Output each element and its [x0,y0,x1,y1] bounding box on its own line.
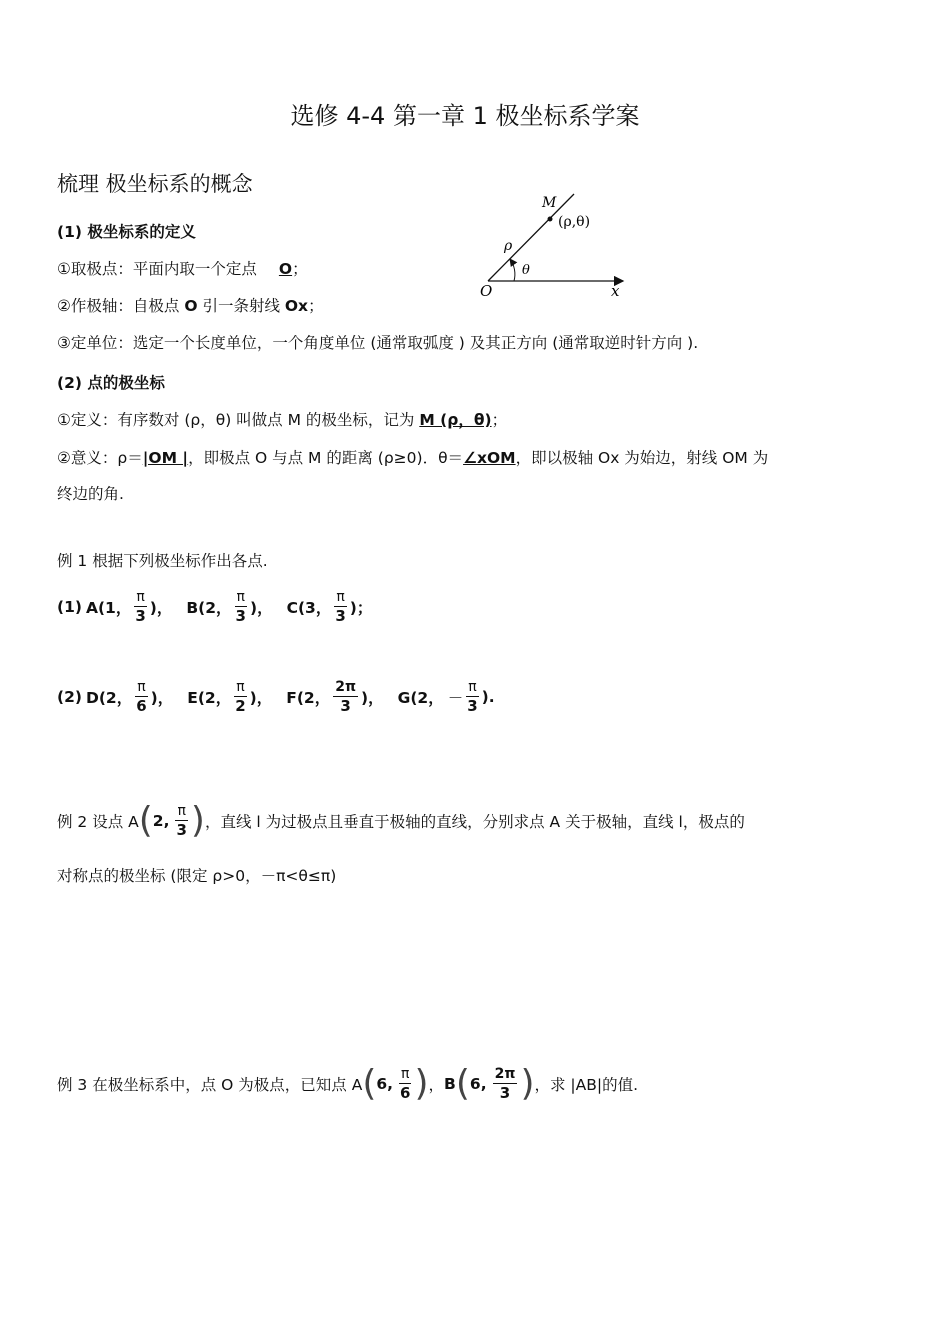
numerator: π [136,589,145,605]
point-g-label: G(2， [397,689,444,707]
minus-sign: － [447,689,464,707]
rho-answer: |OM | [142,449,189,467]
example-3-text: 例 3 在极坐标系中，点 O 为极点，已知点 A [57,1076,363,1094]
point-a-close: )， [149,599,173,617]
coord-value: 6, [469,1075,487,1093]
numerator: π [401,1066,410,1082]
right-paren: ) [190,800,205,841]
denominator: 3 [467,697,478,715]
denominator: 3 [340,697,351,715]
point-d-label: D(2， [85,689,133,707]
left-paren: ( [138,800,153,841]
point-e-close: )， [249,689,273,707]
numerator: π [236,589,245,605]
numerator: 2π [494,1066,516,1082]
example-2-text: 例 2 设点 A [57,813,139,831]
theta-answer: ∠xOM [463,449,516,467]
part-label-1: (1) [57,598,82,616]
fraction [399,1067,411,1101]
label-o: O [480,282,493,298]
denominator: 6 [400,1084,411,1102]
right-paren: ) [520,1063,535,1104]
point-line-1 [57,408,507,430]
right-paren: ) [414,1063,429,1104]
point-b-label: B(2， [186,599,232,617]
fraction [175,804,187,838]
example-1-part-1 [57,590,386,624]
point-notation: M (ρ，θ) [419,411,492,429]
point-line-2-text: ②意义：ρ＝ [57,449,143,467]
def-line-1 [57,257,308,279]
label-x: x [611,282,620,298]
fraction [135,680,147,714]
point-m [548,217,553,222]
denominator: 3 [499,1084,511,1102]
def-line-2-mid: 引一条射线 [197,297,285,315]
point-line-3: 终边的角. [57,485,124,503]
fraction [134,590,146,624]
example-2-text-b: ，直线 l 为过极点且垂直于极轴的直线，分别求点 A 关于极轴，直线 l，极点的 [204,813,745,831]
label-m: M [542,195,557,211]
denominator: 6 [136,697,147,715]
def-line-2-ox: Ox [284,297,309,315]
example-3-end: ，求 |AB|的值. [534,1076,639,1094]
section-heading: 梳理 极坐标系的概念 [57,172,253,196]
point-line-1-end: ； [491,411,508,429]
example-1-part-2 [57,680,509,714]
fraction [235,590,247,624]
numerator: π [468,679,477,695]
point-line-2 [57,446,768,468]
point-d-close: )， [150,689,174,707]
comma: ， [428,1076,445,1094]
denominator: 3 [176,821,187,839]
def-line-2-text: ②作极轴：自极点 [57,297,185,315]
def-line-1-end: ； [292,260,308,278]
label-theta: θ [522,263,530,278]
point-line-1-text: ①定义：有序数对 (ρ，θ) 叫做点 M 的极坐标，记为 [57,411,420,429]
point-c-close: )； [349,599,373,617]
point-a-label: A(1， [85,599,132,617]
fraction [493,1067,518,1101]
numerator: π [336,589,345,605]
def-line-2-o: O [184,297,198,315]
label-coord: (ρ,θ) [558,214,591,230]
example-1-intro: 例 1 根据下列极坐标作出各点. [57,552,268,570]
denominator: 3 [335,607,346,625]
pole-answer: O [278,260,293,278]
example-3 [57,1063,639,1104]
polar-diagram [470,186,640,298]
point-b [186,590,272,624]
numerator: 2π [335,679,357,695]
coord-value: 2, [152,812,170,830]
angle-arc [510,259,515,281]
b-letter: B [444,1075,456,1093]
left-paren: ( [455,1063,470,1104]
point-e [187,680,272,714]
numerator: π [137,679,146,695]
point-g [398,680,495,714]
numerator: π [236,679,245,695]
left-paren: ( [362,1063,377,1104]
def-line-2-end: ； [308,297,324,315]
numerator: π [177,803,186,819]
part-label-2: (2) [57,688,82,706]
point-f [286,680,383,714]
point-heading: (2) 点的极坐标 [57,374,165,392]
point-a [86,590,172,624]
point-f-label: F(2， [286,689,331,707]
point-d [86,680,173,714]
def-line-3: ③定单位：选定一个长度单位，一个角度单位 (通常取弧度 ) 及其正方向 (通常取逆时针方向 ). [57,334,699,352]
ray-om [488,194,574,281]
example-2-line-2: 对称点的极坐标 (限定 ρ>0，－π<θ≤π) [57,867,337,885]
fraction [466,680,478,714]
label-rho: ρ [504,238,513,254]
point-b-close: )， [249,599,273,617]
denominator: 3 [235,607,246,625]
example-2-line-1 [57,800,745,841]
point-c-label: C(3， [286,599,332,617]
def-line-2 [57,294,324,316]
point-g-close: ). [481,688,495,706]
denominator: 3 [135,607,146,625]
fraction [334,590,346,624]
point-c [287,590,373,624]
point-line-2-end: ，即以极轴 Ox 为始边，射线 OM 为 [515,449,769,467]
point-f-close: )， [361,689,384,707]
point-e-label: E(2， [187,689,232,707]
point-line-2-mid: ，即极点 O 与点 M 的距离 (ρ≥0)．θ＝ [188,449,464,467]
coord-value: 6, [376,1075,394,1093]
def-line-1-text: ①取极点：平面内取一个定点 [57,260,257,278]
fraction [333,680,358,714]
page-title: 选修 4-4 第一章 1 极坐标系学案 [290,102,640,130]
denominator: 2 [235,697,246,715]
def-heading: (1) 极坐标系的定义 [57,223,196,241]
fraction [234,680,246,714]
